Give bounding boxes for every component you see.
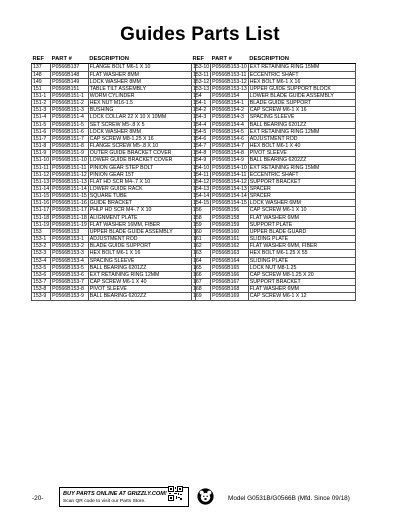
table-row xyxy=(32,114,196,121)
table-row xyxy=(32,186,196,193)
part-number-cell: P0566B159 xyxy=(211,221,249,228)
part-number-cell: P0566B153-4 xyxy=(51,257,89,264)
ref-cell: 151-15 xyxy=(33,193,50,200)
ref-cell: 151-2 xyxy=(32,100,51,107)
table-row xyxy=(192,100,356,107)
ref-cell: 154-8 xyxy=(192,150,211,157)
ref-cell: 151-6 xyxy=(32,128,51,135)
description-cell: PHLP HD SCR M4-.7 X 10 xyxy=(88,207,195,214)
description-cell: BALL BEARING 6202ZZ xyxy=(88,293,195,300)
part-number-cell: P0566B151-19 xyxy=(52,221,87,228)
ref-cell: 151-8 xyxy=(32,143,51,150)
ref-cell: 154-3 xyxy=(192,114,211,121)
ref-cell: 158 xyxy=(192,214,211,221)
ref-cell: 165 xyxy=(192,264,211,271)
description-cell: BALL BEARING 6201ZZ xyxy=(248,121,355,128)
table-row xyxy=(192,264,356,271)
ref-cell: 154-13 xyxy=(193,186,210,192)
description-cell: LOCK NUT M8-1.25 xyxy=(248,264,355,271)
part-number-cell: P0566B168 xyxy=(211,286,249,293)
ref-column-header: REF xyxy=(192,56,211,64)
ref-cell: 153-5 xyxy=(32,264,51,271)
ref-cell: 163 xyxy=(192,250,211,257)
grizzly-bear-logo-icon xyxy=(197,488,214,505)
ref-cell: 154-2 xyxy=(192,107,211,114)
description-cell: BLADE GUIDE SUPPORT xyxy=(248,100,355,107)
ref-cell: 154-6 xyxy=(192,135,211,142)
part-number-cell: P0566B154-6 xyxy=(211,135,249,142)
part-number-cell: P0566B154-5 xyxy=(211,128,249,135)
ref-cell: 166 xyxy=(192,271,211,278)
part-number-cell: P0566B166 xyxy=(211,271,249,278)
ref-cell: 151-4 xyxy=(32,114,51,121)
part-number-cell: P0566B151-4 xyxy=(51,114,89,121)
parts-table-right xyxy=(191,56,356,301)
description-cell: SPACING SLEEVE xyxy=(88,257,195,264)
description-cell: LOWER GUIDE BRACKET COVER xyxy=(88,157,195,164)
description-cell: CAP SCREW M6-1 X 12 xyxy=(248,293,355,300)
part-column-header: PART # xyxy=(211,56,249,64)
description-cell: OUTER GUIDE BRACKET COVER xyxy=(88,150,195,157)
ref-cell: 151-5 xyxy=(32,121,51,128)
description-cell: HEX BOLT M6-1 X 16 xyxy=(88,250,195,257)
part-number-cell: P0566B151 xyxy=(51,85,89,92)
table-row xyxy=(192,64,356,71)
part-number-cell: P0566B164 xyxy=(211,257,249,264)
part-number-cell: P0566B154-3 xyxy=(211,114,249,121)
ref-cell: 154-15 xyxy=(193,200,210,207)
description-cell: EXT RETAINING RING 15MM xyxy=(248,164,355,171)
description-cell: HEX BOLT M6-1 X 16 xyxy=(248,78,355,85)
part-number-cell: P0566B153-9 xyxy=(51,293,89,300)
part-number-cell: P0566B151-5 xyxy=(51,121,89,128)
table-row xyxy=(32,193,196,200)
table-row xyxy=(32,250,196,257)
ref-column-header: REF xyxy=(32,56,51,64)
ref-cell: 151-1 xyxy=(32,92,51,99)
part-number-cell: P0566B137 xyxy=(51,64,89,71)
description-cell: FLAT WASHER 16MM, FIBER xyxy=(88,221,195,228)
table-row xyxy=(32,214,196,221)
part-number-cell: P0566B153-3 xyxy=(51,250,89,257)
part-number-cell: P0566B158 xyxy=(211,214,249,221)
table-row xyxy=(32,85,196,92)
description-cell: LOCK WASHER 8MM xyxy=(88,128,195,135)
ref-cell: 168 xyxy=(192,286,211,293)
description-cell: LOCK WASHER 6MM xyxy=(248,200,355,207)
table-row xyxy=(32,150,196,157)
description-cell: SET SCREW M5-.8 X 5 xyxy=(88,121,195,128)
table-row xyxy=(192,178,356,185)
part-number-cell: P0566B160 xyxy=(211,228,249,235)
ref-cell: 153-2 xyxy=(32,243,51,250)
ref-cell: 151-3 xyxy=(32,107,51,114)
part-number-cell: P0566B153-12 xyxy=(212,78,247,85)
description-cell: GUIDE BRACKET xyxy=(88,200,195,207)
ref-cell: 159 xyxy=(192,221,211,228)
description-cell: FLANGE BOLT M6-1 X 10 xyxy=(88,64,195,71)
part-number-cell: P0566B153-13 xyxy=(212,85,247,92)
ref-cell: 153-4 xyxy=(32,257,51,264)
description-cell: EXT RETAINING RING 12MM xyxy=(88,271,195,278)
table-row xyxy=(32,264,196,271)
description-cell: SLIDING PLATE xyxy=(248,236,355,243)
ref-cell: 153-6 xyxy=(32,271,51,278)
table-row xyxy=(32,286,196,293)
part-number-cell: P0566B151-7 xyxy=(51,135,89,142)
ref-cell: 154-9 xyxy=(192,157,211,164)
description-cell: UPPER BLADE GUARD xyxy=(248,228,355,235)
part-number-cell: P0566B148 xyxy=(51,71,89,78)
table-row xyxy=(192,257,356,264)
ref-cell: 151-9 xyxy=(32,150,51,157)
table-row xyxy=(32,107,196,114)
part-number-cell: P0566B154-1 xyxy=(211,100,249,107)
table-row xyxy=(32,200,196,207)
table-row xyxy=(192,157,356,164)
part-number-cell: P0566B151-16 xyxy=(52,200,87,207)
table-row xyxy=(192,236,356,243)
part-number-cell: P0566B154-2 xyxy=(211,107,249,114)
part-number-cell: P0566B154-12 xyxy=(212,178,247,185)
part-number-cell: P0566B154-4 xyxy=(211,121,249,128)
part-number-cell: P0566B151-1 xyxy=(51,92,89,99)
ref-cell: 154-14 xyxy=(193,193,210,200)
table-row xyxy=(192,200,356,207)
part-number-cell: P0566B161 xyxy=(211,236,249,243)
description-cell: PIVOT SLEEVE xyxy=(88,286,195,293)
table-row xyxy=(32,157,196,164)
table-row xyxy=(192,135,356,142)
table-row xyxy=(32,78,196,85)
table-row xyxy=(192,293,356,300)
model-info: Model G0531B/G0566B (Mfd. Since 09/18) xyxy=(228,495,350,502)
page-number: -20- xyxy=(32,495,44,502)
parts-table-left xyxy=(31,56,196,301)
ref-cell: 162 xyxy=(192,243,211,250)
part-number-cell: P0566B153-7 xyxy=(51,279,89,286)
ref-cell: 153-7 xyxy=(32,279,51,286)
table-row xyxy=(192,107,356,114)
ref-cell: 154-1 xyxy=(192,100,211,107)
ref-cell: 154-4 xyxy=(192,121,211,128)
description-cell: CAP SCREW M8-1.25 X 20 xyxy=(248,271,355,278)
table-row xyxy=(192,85,356,92)
part-number-cell: P0566B154-13 xyxy=(212,186,247,192)
description-cell: SPACER xyxy=(248,193,355,200)
part-number-cell: P0566B153-8 xyxy=(51,286,89,293)
part-number-cell: P0566B154-8 xyxy=(211,150,249,157)
description-cell: LOCK COLLAR 22 X 10 X 10MM xyxy=(88,114,195,121)
part-number-cell: P0566B153-11 xyxy=(212,71,247,78)
description-cell: CAP SCREW M6-1 X 16 xyxy=(248,107,355,114)
table-row xyxy=(192,271,356,278)
ref-cell: 151-7 xyxy=(32,135,51,142)
ref-cell: 151-12 xyxy=(33,171,50,178)
part-number-cell: P0566B165 xyxy=(211,264,249,271)
table-row xyxy=(32,71,196,78)
ref-cell: 151-14 xyxy=(33,186,50,192)
ref-cell: 151-17 xyxy=(33,207,50,214)
table-row xyxy=(32,207,196,214)
part-number-cell: P0566B151-15 xyxy=(52,193,87,200)
description-cell: FLAT WASHER 6MM, FIBER xyxy=(248,243,355,250)
part-number-cell: P0566B154 xyxy=(211,92,249,99)
table-row xyxy=(192,250,356,257)
table-row xyxy=(192,114,356,121)
table-header-row xyxy=(192,56,356,64)
ref-cell: 154-11 xyxy=(193,171,209,178)
description-cell: SQUARE TUBE xyxy=(88,193,195,200)
table-row xyxy=(192,71,356,78)
table-row xyxy=(192,128,356,135)
description-cell: SUPPORT BRACKET xyxy=(248,279,355,286)
table-row xyxy=(192,150,356,157)
ref-cell: 151-10 xyxy=(33,157,50,164)
description-cell: FLAT WASHER 6MM xyxy=(248,214,355,221)
ref-cell: 154-10 xyxy=(193,164,210,171)
part-number-cell: P0566B154-7 xyxy=(211,143,249,150)
part-number-cell: P0566B153-6 xyxy=(51,271,89,278)
description-cell: TABLE TILT ASSEMBLY xyxy=(88,85,195,92)
description-cell: FLAT WASHER 6MM xyxy=(248,286,355,293)
ref-cell: 156 xyxy=(192,207,211,214)
description-cell: SUPPORT PLATE xyxy=(248,221,355,228)
ref-cell: 153-1 xyxy=(32,236,51,243)
page-title: Guides Parts List xyxy=(120,24,280,45)
description-cell: SPACER xyxy=(248,186,355,193)
table-row xyxy=(192,186,356,193)
ref-cell: 151 xyxy=(32,85,51,92)
description-cell: ADJUSTMENT ROD xyxy=(248,135,355,142)
description-cell: SPACING SLEEVE xyxy=(248,114,355,121)
ref-cell: 151-18 xyxy=(33,214,50,221)
part-number-cell: P0566B154-11 xyxy=(212,171,247,178)
table-row xyxy=(32,121,196,128)
table-row xyxy=(32,164,196,171)
description-cell: UPPER BLADE GUIDE ASSEMBLY xyxy=(88,228,195,235)
table-row xyxy=(32,243,196,250)
ref-cell: 151-11 xyxy=(33,164,49,171)
part-number-cell: P0566B154-10 xyxy=(212,164,247,171)
part-number-cell: P0566B153-10 xyxy=(212,64,247,71)
part-number-cell: P0566B153-5 xyxy=(51,264,89,271)
buy-parts-headline: BUY PARTS ONLINE AT GRIZZLY.COM! xyxy=(63,491,167,497)
part-number-cell: P0566B154-14 xyxy=(212,193,247,200)
ref-cell: 154-7 xyxy=(192,143,211,150)
ref-cell: 137 xyxy=(32,64,51,71)
table-row xyxy=(32,236,196,243)
description-cell: LOWER BLADE GUIDE ASSEMBLY xyxy=(248,92,355,99)
part-number-cell: P0566B151-17 xyxy=(52,207,87,214)
part-number-cell: P0566B151-3 xyxy=(51,107,89,114)
table-row xyxy=(32,178,196,185)
part-number-cell: P0566B163 xyxy=(211,250,249,257)
table-row xyxy=(192,243,356,250)
table-row xyxy=(32,92,196,99)
description-cell: ADJUSTMENT ROD xyxy=(88,236,195,243)
table-header-row xyxy=(32,56,196,64)
table-row xyxy=(192,171,356,178)
part-number-cell: P0566B151-10 xyxy=(52,157,87,164)
ref-cell: 154-5 xyxy=(192,128,211,135)
table-row xyxy=(192,92,356,99)
page-footer xyxy=(0,484,400,514)
table-row xyxy=(32,100,196,107)
table-row xyxy=(192,221,356,228)
table-row xyxy=(192,143,356,150)
description-cell: CAP SCREW M6-1 X 10 xyxy=(248,207,355,214)
part-number-cell: P0566B169 xyxy=(211,293,249,300)
table-row xyxy=(32,257,196,264)
table-row xyxy=(192,214,356,221)
ref-cell: 153 xyxy=(32,228,51,235)
part-column-header: PART # xyxy=(51,56,89,64)
table-row xyxy=(32,271,196,278)
part-number-cell: P0566B151-13 xyxy=(52,178,87,185)
table-row xyxy=(32,279,196,286)
ref-cell: 151-13 xyxy=(33,178,50,185)
description-cell: BUSHING xyxy=(88,107,195,114)
description-column-header: DESCRIPTION xyxy=(88,56,195,64)
part-number-cell: P0566B153-1 xyxy=(51,236,89,243)
part-number-cell: P0566B151-18 xyxy=(52,214,87,221)
description-cell: FLAT HD SCR M4-.7 X 10 xyxy=(88,178,195,185)
part-number-cell: P0566B154-15 xyxy=(212,200,247,207)
table-row xyxy=(32,228,196,235)
description-cell: CAP SCREW M6-1 X 40 xyxy=(88,279,195,286)
description-cell: PIVOT SLEEVE xyxy=(248,150,355,157)
ref-cell: 153-9 xyxy=(32,293,51,300)
ref-cell: 153-12 xyxy=(193,78,210,85)
table-row xyxy=(32,128,196,135)
part-number-cell: P0566B153-2 xyxy=(51,243,89,250)
ref-cell: 148 xyxy=(32,71,51,78)
description-cell: LOCK WASHER 8MM xyxy=(88,78,195,85)
table-row xyxy=(192,279,356,286)
description-cell: EXT RETAINING RING 12MM xyxy=(248,128,355,135)
table-row xyxy=(192,228,356,235)
table-row xyxy=(192,78,356,85)
description-cell: SLIDING PLATE xyxy=(248,257,355,264)
part-number-cell: P0566B151-14 xyxy=(52,186,87,192)
ref-cell: 154-12 xyxy=(193,178,210,185)
ref-cell: 151-19 xyxy=(33,221,50,228)
part-number-cell: P0566B151-9 xyxy=(51,150,89,157)
description-cell: WORM CYLINDER xyxy=(88,92,195,99)
table-row xyxy=(32,171,196,178)
table-row xyxy=(192,164,356,171)
ref-cell: 161 xyxy=(192,236,211,243)
ref-cell: 160 xyxy=(192,228,211,235)
ref-cell: 153-11 xyxy=(193,71,209,78)
part-number-cell: P0566B167 xyxy=(211,279,249,286)
ref-cell: 153-3 xyxy=(32,250,51,257)
table-row xyxy=(32,135,196,142)
description-cell: UPPER GUIDE SUPPORT BLOCK xyxy=(248,85,355,92)
table-row xyxy=(192,207,356,214)
part-number-cell: P0566B151-2 xyxy=(51,100,89,107)
part-number-cell: P0566B151-11 xyxy=(52,164,87,171)
table-row xyxy=(192,193,356,200)
table-row xyxy=(32,143,196,150)
description-cell: HEX BOLT M6-1 X 40 xyxy=(248,143,355,150)
description-column-header: DESCRIPTION xyxy=(248,56,355,64)
description-cell: BLADE GUIDE SUPPORT xyxy=(88,243,195,250)
part-number-cell: P0566B153 xyxy=(51,228,89,235)
table-row xyxy=(32,221,196,228)
description-cell: PINION GEAR 15T xyxy=(88,171,195,178)
ref-cell: 164 xyxy=(192,257,211,264)
table-row xyxy=(32,64,196,71)
ref-cell: 167 xyxy=(192,279,211,286)
description-cell: ECCENTRIC SHAFT xyxy=(248,71,355,78)
description-cell: LOWER GUIDE RACK xyxy=(88,186,195,193)
description-cell: PINION GEAR STEP BOLT xyxy=(88,164,195,171)
part-number-cell: P0566B156 xyxy=(211,207,249,214)
description-cell: ALIGNMENT PLATE xyxy=(88,214,195,221)
table-row xyxy=(192,286,356,293)
description-cell: FLANGE SCREW M5-.8 X 10 xyxy=(88,143,195,150)
part-number-cell: P0566B149 xyxy=(51,78,89,85)
description-cell: SUPPORT BRACKET xyxy=(248,178,355,185)
ref-cell: 153-13 xyxy=(193,85,210,92)
description-cell: CAP SCREW M8-1.25 X 16 xyxy=(88,135,195,142)
description-cell: BALL BEARING 6201ZZ xyxy=(88,264,195,271)
description-cell: HEX NUT M16-1.5 xyxy=(88,100,195,107)
buy-parts-subtext: Scan QR code to visit our Parts Store. xyxy=(63,499,146,504)
ref-cell: 153-10 xyxy=(193,64,210,71)
qr-code-icon[interactable] xyxy=(168,486,183,501)
description-cell: BALL BEARING 6202ZZ xyxy=(248,157,355,164)
ref-cell: 169 xyxy=(192,293,211,300)
part-number-cell: P0566B154-9 xyxy=(211,157,249,164)
part-number-cell: P0566B151-12 xyxy=(52,171,87,178)
table-row xyxy=(192,121,356,128)
description-cell: ECCENTRIC SHAFT xyxy=(248,171,355,178)
description-cell: HEX BOLT M6-1.25 X 55 xyxy=(248,250,355,257)
part-number-cell: P0566B162 xyxy=(211,243,249,250)
description-cell: EXT RETAINING RING 15MM xyxy=(248,64,355,71)
part-number-cell: P0566B151-6 xyxy=(51,128,89,135)
description-cell: FLAT WASHER 8MM xyxy=(88,71,195,78)
part-number-cell: P0566B151-8 xyxy=(51,143,89,150)
ref-cell: 153-8 xyxy=(32,286,51,293)
ref-cell: 151-16 xyxy=(33,200,50,207)
ref-cell: 149 xyxy=(32,78,51,85)
table-row xyxy=(32,293,196,300)
ref-cell: 154 xyxy=(192,92,211,99)
